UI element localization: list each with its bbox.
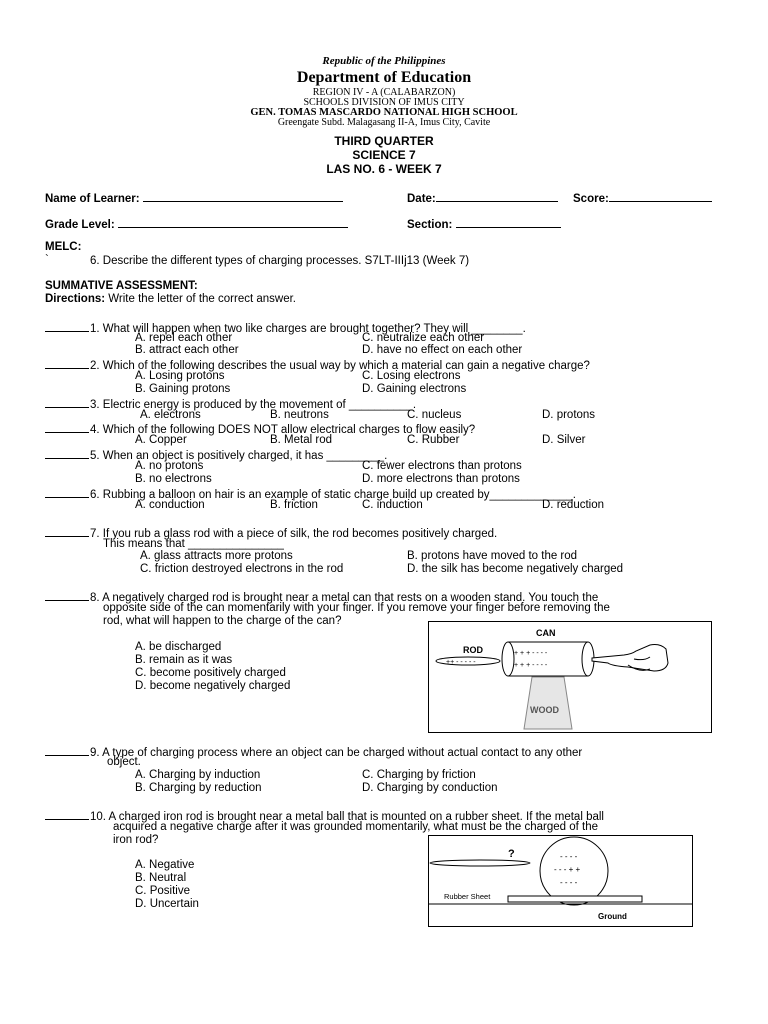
q4-choice-a: A. Copper xyxy=(135,434,187,446)
q7-choice-c: C. friction destroyed electrons in the rod xyxy=(140,563,344,575)
q9-choice-b: B. Charging by reduction xyxy=(135,782,262,794)
ball-charges-row-2: - - - + + xyxy=(554,865,581,874)
q9-choice-c: C. Charging by friction xyxy=(362,769,476,781)
rubber-sheet-label: Rubber Sheet xyxy=(444,892,491,901)
can-left-end xyxy=(502,642,514,676)
q2-choice-a: A. Losing protons xyxy=(135,370,225,382)
question-7-stem-2: This means that _______________ xyxy=(103,538,284,550)
q4-choice-d: D. Silver xyxy=(542,434,586,446)
rod-charges: ++ - - - - - xyxy=(446,659,476,666)
question-8-stem: 8. A negatively charged rod is brought near a metal can that rests on a wooden stand. You touch the xyxy=(90,592,599,604)
answer-blank-10[interactable] xyxy=(45,808,89,820)
school-address: Greengate Subd. Malagasang II-A, Imus City, Cavite xyxy=(277,117,491,128)
q8-choice-a: A. be discharged xyxy=(135,641,222,653)
name-label: Name of Learner: xyxy=(45,193,140,205)
question-9-stem-2: object. xyxy=(107,756,141,768)
q10-choice-a: A. Negative xyxy=(135,859,195,871)
score-blank[interactable] xyxy=(609,190,712,202)
wood-stand xyxy=(524,677,572,729)
q5-choice-c: C. fewer electrons than protons xyxy=(362,460,522,472)
q6-choice-a: A. conduction xyxy=(135,499,205,511)
q1-choice-b: B. attract each other xyxy=(135,344,239,356)
answer-blank-9[interactable] xyxy=(45,744,89,756)
answer-blank-8[interactable] xyxy=(45,589,89,601)
q5-choice-d: D. more electrons than protons xyxy=(362,473,520,485)
q10-choice-c: C. Positive xyxy=(135,885,190,897)
question-2-stem: 2. Which of the following describes the usual way by which a material can gain a negative charge? xyxy=(90,360,590,372)
name-field xyxy=(45,190,343,206)
question-2 xyxy=(45,357,590,373)
question-8-stem-2: opposite side of the can momentarily with your finger. If you remove your finger before removing the xyxy=(103,602,610,614)
question-5 xyxy=(45,447,387,463)
q2-choice-d: D. Gaining electrons xyxy=(362,383,467,395)
name-blank[interactable] xyxy=(143,190,343,202)
ball-diagram xyxy=(428,835,694,927)
q6-choice-b: B. friction xyxy=(270,499,318,511)
question-7-stem: 7. If you rub a glass rod with a piece of silk, the rod becomes positively charged. xyxy=(90,528,498,540)
q7-choice-a: A. glass attracts more protons xyxy=(140,550,293,562)
can-label: CAN xyxy=(536,628,556,638)
section-blank[interactable] xyxy=(456,216,561,228)
answer-blank-6[interactable] xyxy=(45,486,89,498)
rod-label: ROD xyxy=(463,645,483,655)
ground-label: Ground xyxy=(598,912,627,921)
q6-choice-c: C. induction xyxy=(362,499,423,511)
question-3 xyxy=(45,396,416,412)
melc-mark: ` xyxy=(45,254,49,266)
grade-field xyxy=(45,216,348,232)
directions-text: Write the letter of the correct answer. xyxy=(108,293,296,305)
q7-choice-b: B. protons have moved to the rod xyxy=(407,550,578,562)
school-name: GEN. TOMAS MASCARDO NATIONAL HIGH SCHOOL xyxy=(250,107,518,118)
iron-rod-shape xyxy=(430,860,530,866)
wood-label: WOOD xyxy=(530,705,559,715)
date-blank[interactable] xyxy=(436,190,558,202)
department-title: Department of Education xyxy=(296,69,472,86)
q3-choice-b: B. neutrons xyxy=(270,409,329,421)
q1-choice-a: A. repel each other xyxy=(135,332,233,344)
answer-blank-1[interactable] xyxy=(45,320,89,332)
q8-choice-b: B. remain as it was xyxy=(135,654,233,666)
can-charges-top: + + + - - - - xyxy=(514,650,548,657)
directions-label: Directions: xyxy=(45,293,106,305)
question-9-stem: 9. A type of charging process where an object can be charged without actual contact to any other xyxy=(90,747,583,759)
division-line: SCHOOLS DIVISION OF IMUS CITY xyxy=(303,97,465,108)
melc-label: MELC: xyxy=(45,241,82,253)
q5-choice-b: B. no electrons xyxy=(135,473,212,485)
score-label: Score: xyxy=(573,193,609,205)
q6-choice-d: D. reduction xyxy=(542,499,605,511)
question-mark-label: ? xyxy=(508,848,515,860)
q3-choice-a: A. electrons xyxy=(140,409,201,421)
question-10-stem-3: iron rod? xyxy=(113,834,159,846)
question-10-stem-2: acquired a negative charge after it was grounded momentarily, what must be the charged of the xyxy=(113,821,598,833)
answer-blank-2[interactable] xyxy=(45,357,89,369)
q2-choice-c: C. Losing electrons xyxy=(362,370,461,382)
quarter-heading: THIRD QUARTER xyxy=(334,134,434,148)
question-5-stem: 5. When an object is positively charged, it has _________. xyxy=(90,450,388,462)
q9-choice-d: D. Charging by conduction xyxy=(362,782,498,794)
answer-blank-7[interactable] xyxy=(45,525,89,537)
q7-choice-d: D. the silk has become negatively charged xyxy=(407,563,624,575)
can-body xyxy=(508,642,588,676)
can-charges-bottom: + + + - - - - xyxy=(514,662,548,669)
q3-choice-d: D. protons xyxy=(542,409,596,421)
q9-choice-a: A. Charging by induction xyxy=(135,769,261,781)
question-3-stem: 3. Electric energy is produced by the movement of __________. xyxy=(90,399,417,411)
q1-choice-d: D. have no effect on each other xyxy=(362,344,523,356)
answer-blank-5[interactable] xyxy=(45,447,89,459)
date-field xyxy=(407,190,558,206)
subject-heading: SCIENCE 7 xyxy=(352,148,416,162)
answer-blank-3[interactable] xyxy=(45,396,89,408)
section-field xyxy=(407,216,561,232)
question-10-stem: 10. A charged iron rod is brought near a metal ball that is mounted on a rubber sheet. If the metal ball xyxy=(90,811,604,823)
q3-choice-c: C. nucleus xyxy=(407,409,462,421)
q4-choice-c: C. Rubber xyxy=(407,434,460,446)
q10-choice-b: B. Neutral xyxy=(135,872,187,884)
republic-line: Republic of the Philippines xyxy=(322,55,446,67)
ball-charges-row-3: - - - - xyxy=(560,878,578,887)
can-diagram xyxy=(428,621,712,733)
q8-choice-d: D. become negatively charged xyxy=(135,680,291,692)
region-line: REGION IV - A (CALABARZON) xyxy=(312,87,456,98)
ball-charges-row-1: - - - - xyxy=(560,852,578,861)
rubber-sheet xyxy=(508,896,642,902)
question-6-stem: 6. Rubbing a balloon on hair is an example of static charge build up created by_____________. xyxy=(90,489,576,501)
q5-choice-a: A. no protons xyxy=(135,460,204,472)
grade-label: Grade Level: xyxy=(45,219,115,231)
directions xyxy=(45,293,296,306)
answer-blank-4[interactable] xyxy=(45,421,89,433)
score-field xyxy=(573,190,712,206)
assessment-title: SUMMATIVE ASSESSMENT: xyxy=(45,280,198,292)
question-4-stem: 4. Which of the following DOES NOT allow electrical charges to flow easily? xyxy=(90,424,476,436)
melc-text: 6. Describe the different types of charging processes. S7LT-IIIj13 (Week 7) xyxy=(90,255,470,267)
q10-choice-d: D. Uncertain xyxy=(135,898,199,910)
date-label: Date: xyxy=(407,193,436,205)
las-heading: LAS NO. 6 - WEEK 7 xyxy=(326,162,442,176)
question-1-stem: 1. What will happen when two like charges are brought together? They will ________. xyxy=(90,323,526,335)
question-8-stem-3: rod, what will happen to the charge of the can? xyxy=(103,615,342,627)
q1-choice-c: C. neutralize each other xyxy=(362,332,485,344)
q8-choice-c: C. become positively charged xyxy=(135,667,286,679)
q2-choice-b: B. Gaining protons xyxy=(135,383,231,395)
grade-blank[interactable] xyxy=(118,216,348,228)
q4-choice-b: B. Metal rod xyxy=(270,434,332,446)
section-label: Section: xyxy=(407,219,453,231)
